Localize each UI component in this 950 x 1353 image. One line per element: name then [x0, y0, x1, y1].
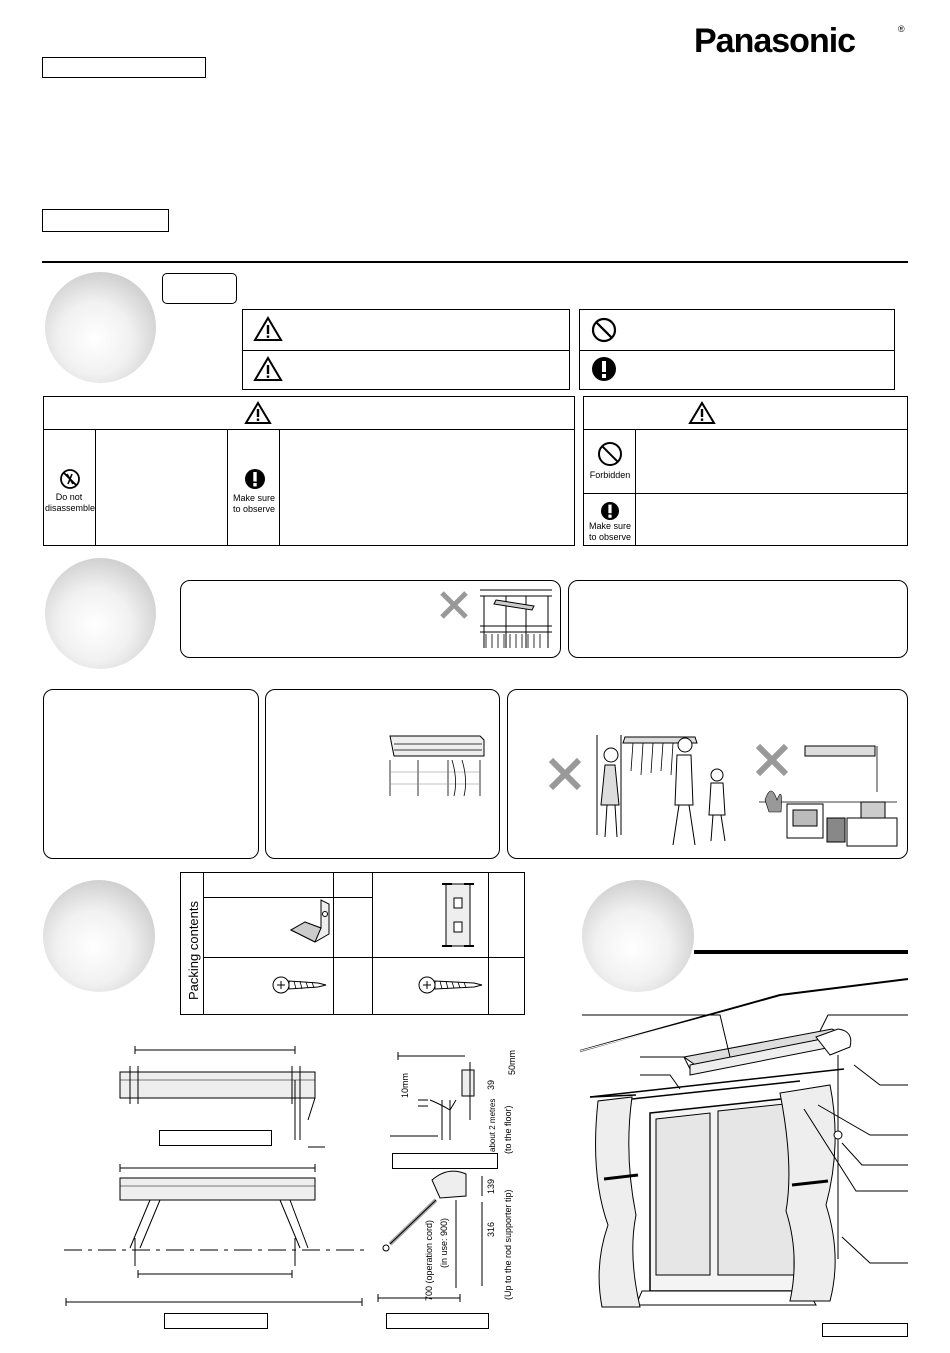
note-box-1	[43, 689, 259, 859]
dim-10mm: 10mm	[400, 1072, 410, 1098]
panasonic-logo: Panasonic	[694, 22, 856, 60]
registered-mark: ®	[898, 24, 905, 34]
mounting-bracket-icon	[440, 880, 476, 950]
dim-39: 39	[486, 1079, 496, 1090]
section-circle-3	[43, 880, 155, 992]
observe-icon-left	[244, 468, 266, 490]
window-installation-illustration	[580, 975, 910, 1325]
warning-legend-bottom	[242, 350, 570, 390]
front-view-label-box	[159, 1130, 272, 1146]
illustration-label-box	[822, 1323, 908, 1337]
balcony-illustration	[476, 586, 556, 652]
room-illustration	[757, 742, 903, 852]
warning-table-col2	[227, 429, 228, 546]
section-circle-2	[45, 558, 156, 669]
warning-header-triangle-icon	[245, 401, 271, 425]
caution-triangle-icon	[254, 356, 282, 382]
side-view-use-label-box	[386, 1313, 489, 1329]
front-view-use-label-box	[164, 1313, 268, 1329]
side-view-label-box	[392, 1153, 498, 1169]
section-circle-1	[45, 272, 156, 383]
dim-50mm: 50mm	[507, 1049, 517, 1075]
exclamation-icon	[591, 356, 617, 382]
symbol-legend-bottom	[579, 350, 895, 390]
packing-row-1	[203, 897, 373, 898]
front-view-drawing	[60, 1040, 380, 1320]
angle-bracket-icon	[285, 900, 331, 950]
cross-mark-icon	[548, 757, 582, 791]
dim-up-to-rod-supporter: (Up to the rod supporter tip)	[503, 1189, 513, 1300]
title-box	[42, 209, 169, 232]
forbidden-label: Forbidden	[589, 470, 631, 480]
packing-col-3	[372, 872, 373, 1015]
dim-139: 139	[486, 1178, 496, 1194]
header-divider	[42, 261, 908, 263]
warning-table-col1	[95, 429, 96, 546]
people-drying-illustration	[585, 725, 745, 853]
observe-icon-right	[600, 501, 620, 521]
dim-to-floor: (to the floor)	[503, 1105, 513, 1154]
prohibition-icon	[591, 317, 617, 343]
short-screw-icon	[272, 975, 328, 995]
parts-heading-rule	[694, 950, 908, 954]
dim-316: 316	[486, 1221, 496, 1237]
long-screw-icon	[418, 975, 484, 995]
packing-col-2	[333, 872, 334, 1015]
model-box	[42, 57, 206, 78]
warning-triangle-icon	[254, 316, 282, 342]
window-unit-illustration	[388, 730, 488, 798]
forbidden-icon	[597, 441, 623, 467]
make-sure-label-right: Make sure to observe	[588, 521, 632, 542]
do-not-disassemble-label: Do not disassemble	[45, 492, 96, 513]
location-box-2	[568, 580, 908, 658]
symbol-legend-top	[579, 309, 895, 351]
packing-col-4	[488, 872, 489, 1015]
no-disassemble-icon	[60, 469, 80, 489]
dim-in-use: (in use: 900)	[439, 1217, 449, 1268]
caution-table-rule2	[583, 493, 908, 494]
make-sure-label-left: Make sure to observe	[232, 493, 276, 514]
caution-table-rule	[583, 429, 908, 430]
cross-mark-icon	[439, 590, 469, 620]
warning-table-rule	[43, 429, 575, 430]
dim-about-2-metres: about 2 metres	[488, 1098, 497, 1152]
warning-legend-top	[242, 309, 570, 351]
packing-col-title	[203, 872, 204, 1015]
dim-operation-cord: 700 (operation cord)	[424, 1219, 434, 1301]
caution-table-col	[635, 429, 636, 546]
warning-table	[43, 396, 575, 546]
safety-tab	[162, 273, 237, 304]
packing-row-2	[203, 957, 525, 958]
caution-header-triangle-icon	[689, 401, 715, 425]
warning-table-col3	[279, 429, 280, 546]
packing-contents-title: Packing contents	[186, 900, 201, 1000]
